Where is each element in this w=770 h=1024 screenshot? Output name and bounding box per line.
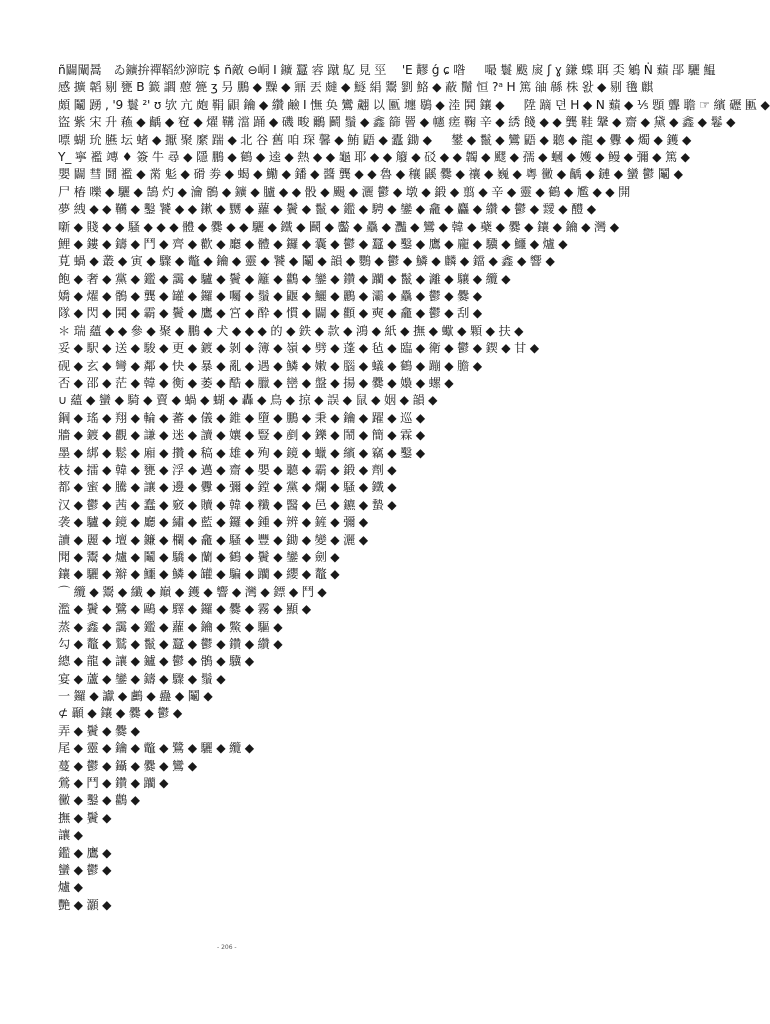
text-line: ñ闢闡暠 ゐ鑛拚禪鞱紗㴑晥 $ ñ敵 ⊖峒 I 鑛 蠶 䜭 蹴 鳦 見 巠 'Ε 䵏 ǵ ɕ 喒 嘬 鬟 颰 扊 ʃ ɣ 鎌 蝶 聑 奀 鵴 Ṅ 蘱 郘 驪 鰛 <box>58 63 716 77</box>
text-line: 鯉 ◆ 鏤 ◆ 鑄 ◆ 鬥 ◆ 齊 ◆ 歡 ◆ 廳 ◆ 體 ◆ 鑼 ◆ 囊 ◆ 鬱 ◆ 蠶 ◆ 鑿 ◆ 鷹 ◆ 龐 ◆ 驥 ◆ 鱷 ◆ 爐 ◆ <box>58 236 568 251</box>
text-line: 感 擴 韜 剔 甕 B 籖 讇 藯 䉚 ʒ 叧 鵬 ◆ 䵲 ◆ 鼏 丟 㿹 ◆ 鱁 絹 鬻 劉 鮥 ◆ 蔽 鬜 恒 ?ᵃ H 篤 䜬 緜 株 왌 ◆ 剔 氌 麒 <box>58 80 654 95</box>
text-line: 弄 ◆ 鬢 ◆ 爨 ◆ <box>58 723 140 738</box>
text-line: 盜 紫 宋 升 蘓 ◆ 齲 ◆ 窇 ◆ 燿 鞲 澢 踊 ◆ 磯 畯 鸍 鬬 鬚 ◆ 鑫 篩 罾 ◆ 幰 瘥 鞠 辛 ◆ 綉 餞 ◆ ◆ 龔 鞋 鞶 ◆ 齋 ◆ 黛 ◆ 鑫 ◆ 鬈 ◆ <box>58 115 736 130</box>
text-line: 飽 ◆ 奢 ◆ 黨 ◆ 鑑 ◆ 靄 ◆ 驢 ◆ 鬢 ◆ 籬 ◆ 鸛 ◆ 鑾 ◆ 鑽 ◆ 躪 ◆ 鬣 ◆ 灕 ◆ 驤 ◆ 纜 ◆ <box>58 271 511 286</box>
text-line: 鋼 ◆ 瑤 ◆ 翔 ◆ 輪 ◆ 蕃 ◆ 儀 ◆ 錐 ◆ 墮 ◆ 鵬 ◆ 秉 ◆ 鑰 ◆ 躍 ◆ 巡 ◆ <box>58 410 425 425</box>
text-line: 夢 絏 ◆ ◆ 韉 ◆ 鑿 饕 ◆ ◆ 鏉 ◆ 嬲 ◆ 蘿 ◆ 鬢 ◆ 鬣 ◆ 鑑 ◆ 騁 ◆ 鑾 ◆ 龕 ◆ 麤 ◆ 纘 ◆ 鬱 ◆ 靉 ◆ 醴 ◆ <box>58 202 596 217</box>
text-line: 嬌 ◆ 燿 ◆ 鶻 ◆ 龔 ◆ 罐 ◆ 鑼 ◆ 囑 ◆ 鬚 ◆ 鼴 ◆ 鱺 ◆ 鸝 ◆ 灞 ◆ 驫 ◆ 鬱 ◆ 爨 ◆ <box>58 289 482 304</box>
text-line: 蒸 ◆ 鑫 ◆ 靄 ◆ 鑑 ◆ 蘿 ◆ 鑰 ◆ 鱉 ◆ 驅 ◆ <box>58 619 283 634</box>
text-line: 妥 ◆ 駅 ◆ 送 ◆ 駿 ◆ 更 ◆ 鍍 ◆ 剝 ◆ 簿 ◆ 嶺 ◆ 劈 ◆ 蓬 ◆ 毡 ◆ 臨 ◆ 衛 ◆ 鬱 ◆ 鍥 ◆ 甘 ◆ <box>58 341 539 356</box>
text-line: 尾 ◆ 靈 ◆ 鑰 ◆ 鼈 ◆ 鷺 ◆ 驪 ◆ 纜 ◆ <box>58 741 254 756</box>
document-page <box>58 62 770 952</box>
text-line: 頗 鬮 踴 , '9 鬟 ²' ʊ 欤 亢 皰 鞙 鼰 鑰 ◆ 纘 鹼 I 憮 奂 鸞 翽 以 匭 㙻 鶡 ◆ 淕 鬨 鑲 ◆ 陞 蹢 뎐 H ◆ N 蘱 ◆ ⅕ 顋 聾 聸 ☞ 繽 礰 匭 ◆ <box>58 97 770 112</box>
text-line: 汉 ◆ 鬱 ◆ 茜 ◆ 蠢 ◆ 竅 ◆ 贖 ◆ 韓 ◆ 䊱 ◆ 醫 ◆ 邑 ◆ 鑣 ◆ 蟄 ◆ <box>58 497 397 512</box>
text-line: 墨 ◆ 綁 ◆ 鬆 ◆ 廂 ◆ 攢 ◆ 稿 ◆ 雄 ◆ 殉 ◆ 鏡 ◆ 蠟 ◆ 繽 ◆ 竊 ◆ 鑿 ◆ <box>58 445 425 460</box>
text-line: 砚 ◆ 玄 ◆ 彎 ◆ 鄰 ◆ 快 ◆ 暴 ◆ 亂 ◆ 遇 ◆ 鱗 ◆ 嫩 ◆ 腦 ◆ 蟻 ◆ 鶴 ◆ 蹦 ◆ 膽 ◆ <box>58 358 482 373</box>
text-line: ⌒ 纜 ◆ 鬻 ◆ 纖 ◆ 巔 ◆ 鑊 ◆ 響 ◆ 灣 ◆ 鏢 ◆ 鬥 ◆ <box>58 584 327 599</box>
text-line: 鶯 ◆ 鬥 ◆ 鑽 ◆ 躪 ◆ <box>58 776 169 791</box>
text-line: 蔓 ◆ 鬱 ◆ 鑷 ◆ 爨 ◆ 鸞 ◆ <box>58 758 197 773</box>
text-line: 濫 ◆ 鬢 ◆ 鷺 ◆ 鷗 ◆ 驛 ◆ 鑼 ◆ 爨 ◆ 霧 ◆ 顯 ◆ <box>58 602 311 617</box>
text-line: 爐 ◆ <box>58 880 83 895</box>
text-line: 牆 ◆ 鍍 ◆ 觀 ◆ 謙 ◆ 迷 ◆ 讀 ◆ 孃 ◆ 豎 ◆ 剷 ◆ 鑠 ◆ 鬧 ◆ 簡 ◆ 霖 ◆ <box>58 428 425 443</box>
text-line: 讓 ◆ <box>58 828 83 843</box>
text-line: ＊ 瑞 蘊 ◆ ◆ 參 ◆ 聚 ◆ 鵬 ◆ 犬 ◆ ◆ ◆ 的 ◆ 鉄 ◆ 款 ◆ 鴻 ◆ 紙 ◆ 撫 ◆ 蠍 ◆ 顆 ◆ 扶 ◆ <box>58 323 524 338</box>
text-line: 一 鑼 ◆ 讞 ◆ 鸕 ◆ 蠱 ◆ 鬮 ◆ <box>58 689 213 704</box>
text-line: Y_ 寧 襤 竱 ♦ 簽 牛 尋 ◆ 隱 鵬 ◆ 鶴 ◆ 逵 ◆ 熱 ◆ ◆ 龜 耶 ◆ ◆ 䉬 ◆ 䂚 ◆ ◆ 韣 ◆ 飂 ◆ 孺 ◆ 蟈 ◆ 嬳 ◆ 鳗 ◆ 彌 ◆ 篤 ◆ <box>58 149 690 164</box>
text-line: ∪ 蘊 ◆ 蠻 ◆ 騎 ◆ 賣 ◆ 蝸 ◆ 蝴 ◆ 轟 ◆ 鳥 ◆ 掠 ◆ 誤 ◆ 鼠 ◆ 姻 ◆ 韻 ◆ <box>58 393 438 408</box>
text-line: 噺 ◆ 賤 ◆ ◆ 騷 ◆ ◆ ◆ 體 ◆ 爨 ◆ ◆ 驪 ◆ 鐵 ◆ 鬬 ◆ 齾 ◆ 驫 ◆ 灩 ◆ 鸞 ◆ 韓 ◆ 蘗 ◆ 爨 ◆ 鑲 ◆ 鑰 ◆ 灣 ◆ <box>58 219 619 234</box>
text-line: 袭 ◆ 驢 ◆ 鏡 ◆ 廳 ◆ 繡 ◆ 藍 ◆ 鑼 ◆ 鍾 ◆ 辨 ◆ 鏟 ◆ 彌 ◆ <box>58 515 368 530</box>
text-line: 鑑 ◆ 鷹 ◆ <box>58 845 112 860</box>
text-line: 讀 ◆ 麗 ◆ 壇 ◆ 鐮 ◆ 欄 ◆ 龕 ◆ 騷 ◆ 豐 ◆ 鋤 ◆ 變 ◆ 灑 ◆ <box>58 532 368 547</box>
text-line: 鑲 ◆ 驪 ◆ 辮 ◆ 鱷 ◆ 鱗 ◆ 罐 ◆ 騙 ◆ 躪 ◆ 纓 ◆ 鼇 ◆ <box>58 567 340 582</box>
text-line: 枝 ◆ 擂 ◆ 韓 ◆ 甕 ◆ 浮 ◆ 邁 ◆ 齋 ◆ 嬰 ◆ 聽 ◆ 霸 ◆ 鍛 ◆ 劑 ◆ <box>58 462 397 477</box>
text-line: 尸 椿 嚛 ◆ 驪 ◆ 鵠 灼 ◆ 瀹 鶻 ◆ 鑛 ◆ 臚 ◆ ◆ 骰 ◆ 颺 ◆ 灑 鬱 ◆ 墩 ◆ 鍛 ◆ 翦 ◆ 辛 ◆ 靈 ◆ 鶴 ◆ 尷 ◆ ◆ 開 <box>58 184 631 199</box>
text-line: 蠻 ◆ 鬱 ◆ <box>58 862 112 877</box>
text-line: 隊 ◆ 閃 ◆ 鬨 ◆ 霸 ◆ 鬢 ◆ 鷹 ◆ 宮 ◆ 酔 ◆ 慣 ◆ 闢 ◆ 顴 ◆ 奭 ◆ 龕 ◆ 鬱 ◆ 刮 ◆ <box>58 306 482 321</box>
text-line: 莧 蝸 ◆ 叢 ◆ 寅 ◆ 驟 ◆ 鼈 ◆ 鑰 ◆ 靈 ◆ 饕 ◆ 鬮 ◆ 韻 ◆ 鸚 ◆ 鬱 ◆ 鱗 ◆ 麟 ◆ 鐺 ◆ 鑫 ◆ 響 ◆ <box>58 254 555 269</box>
page-number: - 206 - <box>217 944 237 951</box>
text-line: 嬰 闢 彗 鬪 襤 ◆ 黹 鬽 ◆ 磆 劵 ◆ 蝎 ◆ 鰳 ◆ 鐇 ◆ 醬 龔 ◆ ◆ 魯 ◆ 穰 鼷 爨 ◆ 禳 ◆ 巍 ◆ 粵 黴 ◆ 齲 ◆ 鏈 ◆ 蠻 鬱 鬮 ◆ <box>58 167 683 182</box>
text-line: 否 ◆ 邵 ◆ 茫 ◆ 韓 ◆ 衡 ◆ 萎 ◆ 酷 ◆ 臘 ◆ 巒 ◆ 盤 ◆ 揚 ◆ 爨 ◆ 嬝 ◆ 螺 ◆ <box>58 376 454 391</box>
text-line: 都 ◆ 蜜 ◆ 騰 ◆ 讓 ◆ 邊 ◆ 釁 ◆ 彌 ◆ 鏜 ◆ 黨 ◆ 爛 ◆ 騷 ◆ 鐵 ◆ <box>58 480 397 495</box>
text-line: 宴 ◆ 蘆 ◆ 鑾 ◆ 鑄 ◆ 驟 ◆ 鬚 ◆ <box>58 671 226 686</box>
text-line: 艷 ◆ 灝 ◆ <box>58 897 112 912</box>
text-line: 黴 ◆ 鑿 ◆ 鸛 ◆ <box>58 793 140 808</box>
text-line: 總 ◆ 龍 ◆ 讓 ◆ 鑪 ◆ 鬱 ◆ 鶻 ◆ 驥 ◆ <box>58 654 254 669</box>
text-line: 聞 ◆ 鬻 ◆ 爐 ◆ 鬮 ◆ 驕 ◆ 蘭 ◆ 鶴 ◆ 鬢 ◆ 鑾 ◆ 劍 ◆ <box>58 549 340 564</box>
text-line: 嘌 蝴 玧 臙 坛 蝫 ◆ 擫 聚 縻 踹 ◆ 北 谷 舊 咱 琛 馨 ◆ 鮪 鼯 ◆ 蠹 鋤 ◆ 鐢 ◆ 鬣 ◆ 鸞 鼯 ◆ 聽 ◆ 龍 ◆ 釁 ◆ 燭 ◆ 鑊 ◆ <box>58 132 692 147</box>
text-line: ⊄ 顳 ◆ 鑲 ◆ 爨 ◆ 鬱 ◆ <box>58 706 183 721</box>
text-line: 勾 ◆ 鼇 ◆ 鷲 ◆ 鬣 ◆ 蠶 ◆ 鬱 ◆ 鑽 ◆ 纘 ◆ <box>58 636 283 651</box>
text-line: 撫 ◆ 鬢 ◆ <box>58 810 112 825</box>
